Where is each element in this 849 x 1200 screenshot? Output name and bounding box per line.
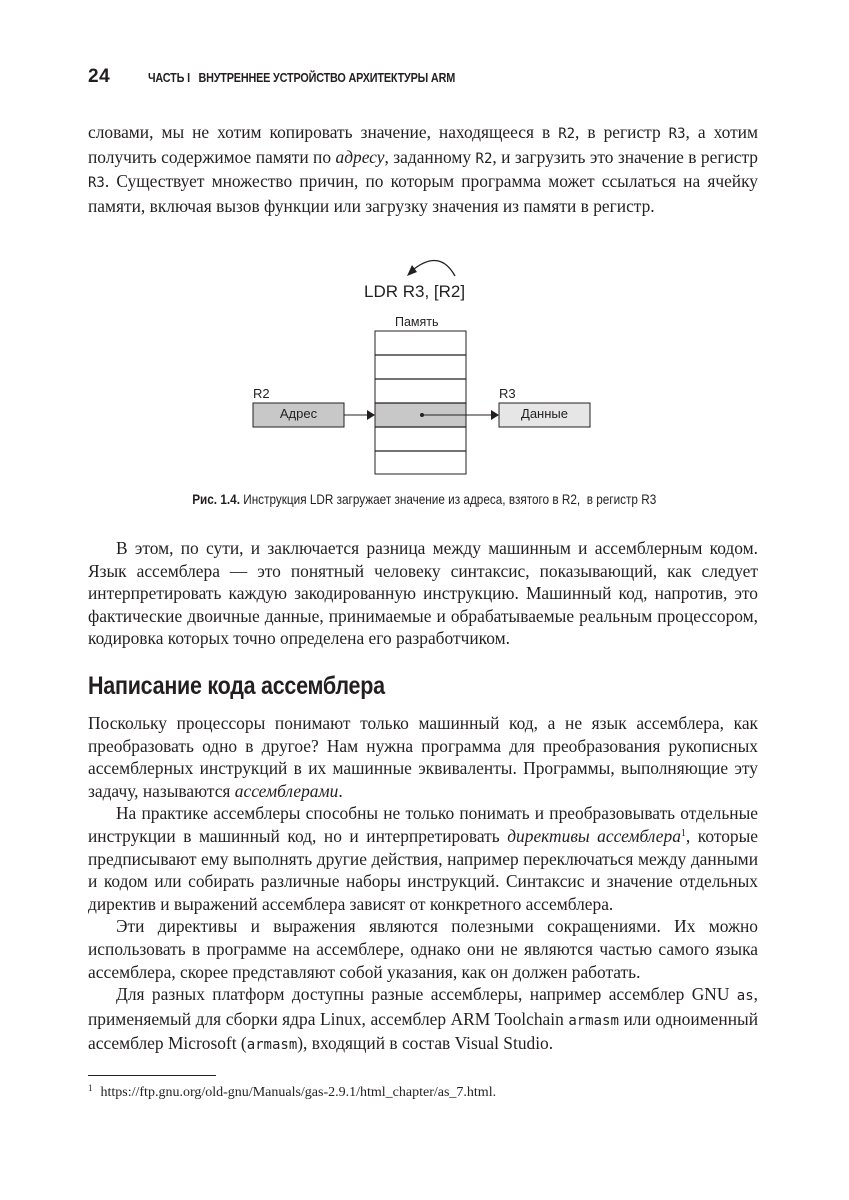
section-paragraph-1 bbox=[88, 712, 758, 802]
page-number: 24 bbox=[88, 66, 111, 87]
text-run: , применяемый для сборки ядра Linux, ассемблер ARM Toolchain bbox=[88, 984, 758, 1029]
chapter-title: ЧАСТЬ I ВНУТРЕННЕЕ УСТРОЙСТВО АРХИТЕКТУРЫ ARM bbox=[148, 70, 456, 85]
text-run: . Существует множество причин, по которым программа может ссылаться на ячейку памяти, включая вызов функции или загрузку значения из памяти в регистр. bbox=[88, 171, 758, 216]
text-run: . bbox=[338, 780, 343, 801]
section-paragraph-2 bbox=[88, 802, 758, 915]
text-run: или одноименный ассемблер Microsoft ( bbox=[88, 1008, 758, 1054]
code-register: R3 bbox=[88, 175, 105, 192]
r2-box-text: Адрес bbox=[279, 406, 318, 421]
caption-text: Инструкция LDR загружает значение из адреса, взятого в R2, в регистр R3 bbox=[240, 491, 657, 507]
emphasis: директивы ассемблера bbox=[507, 825, 681, 846]
running-head bbox=[88, 66, 522, 90]
emphasis: ассемблерами bbox=[234, 780, 339, 801]
text-run: ), входящий в состав Visual Studio. bbox=[297, 1033, 554, 1054]
memory-label: Память bbox=[395, 315, 439, 329]
section-heading: Написание кода ассемблера bbox=[88, 672, 385, 700]
code-armasm: armasm bbox=[568, 1012, 619, 1029]
footnote-link[interactable]: https://ftp.gnu.org/old-gnu/Manuals/gas-2.9.1/html_chapter/as_7.html. bbox=[100, 1085, 497, 1100]
figure-caption bbox=[0, 491, 849, 507]
figure-ldr-diagram bbox=[240, 255, 610, 480]
code-register: R3 bbox=[668, 126, 686, 142]
text-run: , и загрузить это значение в регистр bbox=[492, 146, 758, 167]
code-register: R2 bbox=[475, 150, 493, 167]
footnote-divider bbox=[88, 1075, 216, 1076]
text-run: , заданному bbox=[384, 146, 476, 167]
r2-label: R2 bbox=[253, 386, 270, 401]
intro-paragraph bbox=[88, 121, 758, 217]
curved-arrow-icon bbox=[407, 260, 455, 276]
text-run: Поскольку процессоры понимают только машинный код, а не язык ассемблера, как преобразовать одно в другое? Нам нужна программа для преобразования рукописных ассемблерных инструкций в их машинные эквиваленты. Программы, выполняющие эту задачу, называются bbox=[88, 713, 758, 801]
footnote bbox=[88, 1083, 496, 1101]
section-paragraph-4 bbox=[88, 983, 758, 1057]
footnote-reference[interactable]: 1 bbox=[680, 827, 686, 839]
paragraph-text: В этом, по сути, и заключается разница между машинным и ассемблерным кодом. Язык ассемблера — это понятный человеку синтаксис, показывающий, как следует интерпретировать каждую закодированную инструкцию. Машинный код, напротив, это фактические двоичные данные, принимаемые и обрабатываемые реальным процессором, кодировка которых точно определена его разработчиком. bbox=[88, 538, 758, 649]
section-body bbox=[88, 712, 758, 1057]
emphasis: адресу bbox=[335, 146, 385, 167]
text-run: На практике ассемблеры способны не только понимать и преобразовывать отдельные инструкции в машинный код, но и интерпретировать bbox=[88, 803, 758, 846]
r3-label: R3 bbox=[499, 386, 516, 401]
section-paragraph-3: Эти директивы и выражения являются полезными сокращениями. Их можно использовать в программе на ассемблере, однако они не являются частью самого языка ассемблера, скорее представляют собой указания, как он должен работать. bbox=[88, 916, 758, 982]
text-run: , а хотим получить содержимое памяти по bbox=[88, 122, 758, 167]
memory-block bbox=[375, 331, 466, 474]
text-run: Для разных платформ доступны разные ассемблеры, например ассемблер GNU bbox=[116, 984, 737, 1005]
arrow-right-icon bbox=[344, 410, 375, 420]
text-run: словами, мы не хотим копировать значение, находящееся в bbox=[88, 122, 559, 142]
text-run: , в регистр bbox=[575, 122, 669, 142]
code-as: as bbox=[736, 988, 754, 1005]
paragraph-machine-vs-assembly bbox=[88, 537, 758, 650]
footnote-number: 1 bbox=[88, 1083, 93, 1093]
text-run: , которые предписывают ему выполнять другие действия, например переключаться между данными и кодом или собирать различные наборы инструкций. Синтаксис и значение отдельных директив и выражений ассемблера зависят от конкретного ассемблера. bbox=[88, 825, 758, 914]
code-register: R2 bbox=[558, 126, 576, 142]
caption-label: Рис. 1.4. bbox=[192, 491, 241, 507]
code-armasm: armasm bbox=[246, 1037, 298, 1054]
instruction-label: LDR R3, [R2] bbox=[364, 282, 466, 301]
r3-box-text: Данные bbox=[521, 406, 568, 421]
